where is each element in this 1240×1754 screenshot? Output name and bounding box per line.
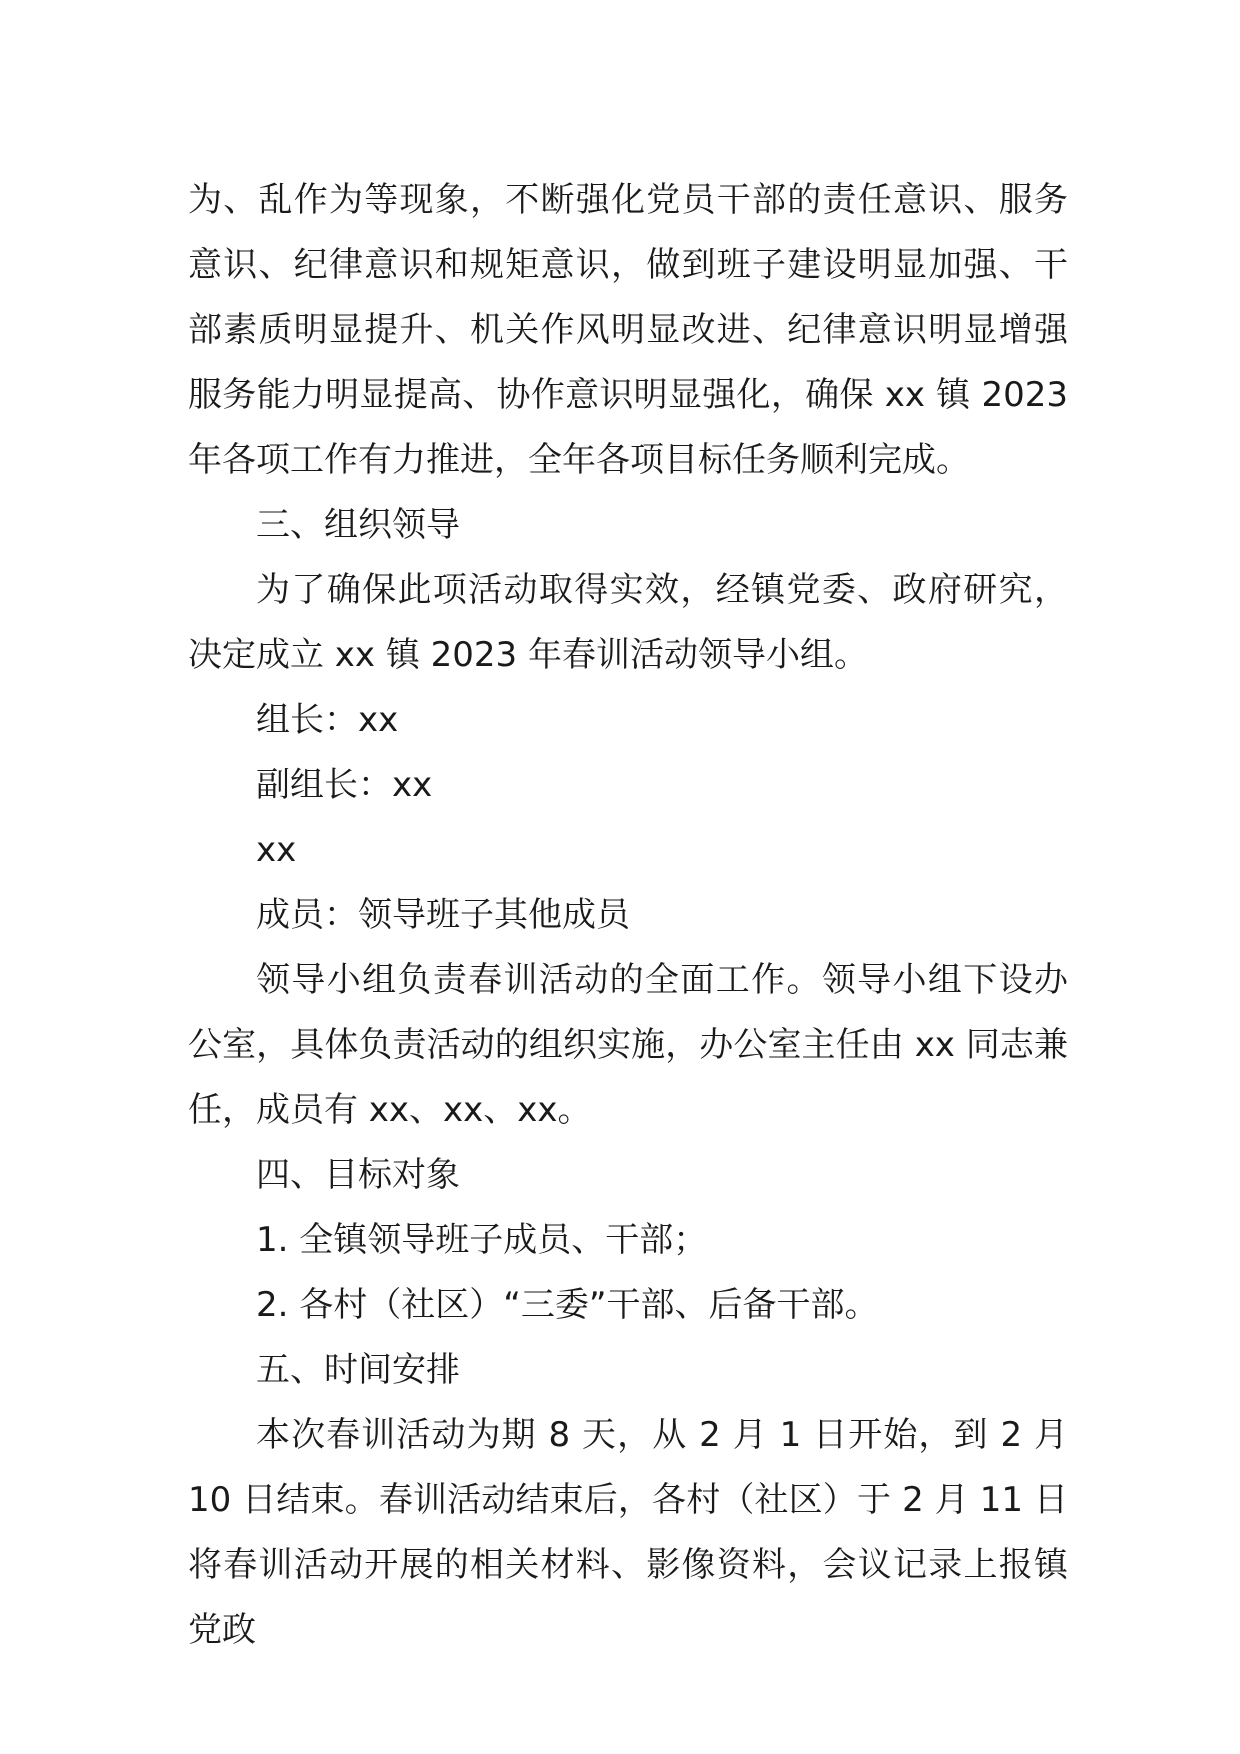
- paragraph-leadership-group: 为了确保此项活动取得实效，经镇党委、政府研究，决定成立 xx 镇 2023 年春训活动领导小组。: [188, 570, 1068, 675]
- paragraph-schedule: 本次春训活动为期 8 天，从 2 月 1 日开始，到 2 月 10 日结束。春训活动结束后，各村（社区）于 2 月 11 日将春训活动开展的相关材料、影像资料，会议记录上报镇党政: [188, 1415, 1068, 1650]
- line-members: 成员：领导班子其他成员: [256, 895, 630, 935]
- paragraph-office: 领导小组负责春训活动的全面工作。领导小组下设办公室，具体负责活动的组织实施，办公室主任由 xx 同志兼任，成员有 xx、xx、xx。: [188, 960, 1068, 1130]
- list-item-2: 2. 各村（社区）“三委”干部、后备干部。: [256, 1285, 879, 1325]
- document-body: [188, 168, 1068, 1663]
- section-heading-organization: 三、组织领导: [256, 505, 460, 545]
- paragraph-continued: 为、乱作为等现象，不断强化党员干部的责任意识、服务意识、纪律意识和规矩意识，做到班子建设明显加强、干部素质明显提升、机关作风明显改进、纪律意识明显增强服务能力明显提高、协作意识明显强化，确保 xx 镇 2023 年各项工作有力推进，全年各项目标任务顺利完成。: [188, 180, 1068, 480]
- line-deputy-leader-extra: xx: [256, 830, 297, 870]
- section-heading-schedule: 五、时间安排: [256, 1350, 460, 1390]
- line-group-leader: 组长：xx: [256, 700, 399, 740]
- section-heading-targets: 四、目标对象: [256, 1155, 460, 1195]
- line-deputy-leader: 副组长：xx: [256, 765, 433, 805]
- list-item-1: 1. 全镇领导班子成员、干部；: [256, 1220, 708, 1260]
